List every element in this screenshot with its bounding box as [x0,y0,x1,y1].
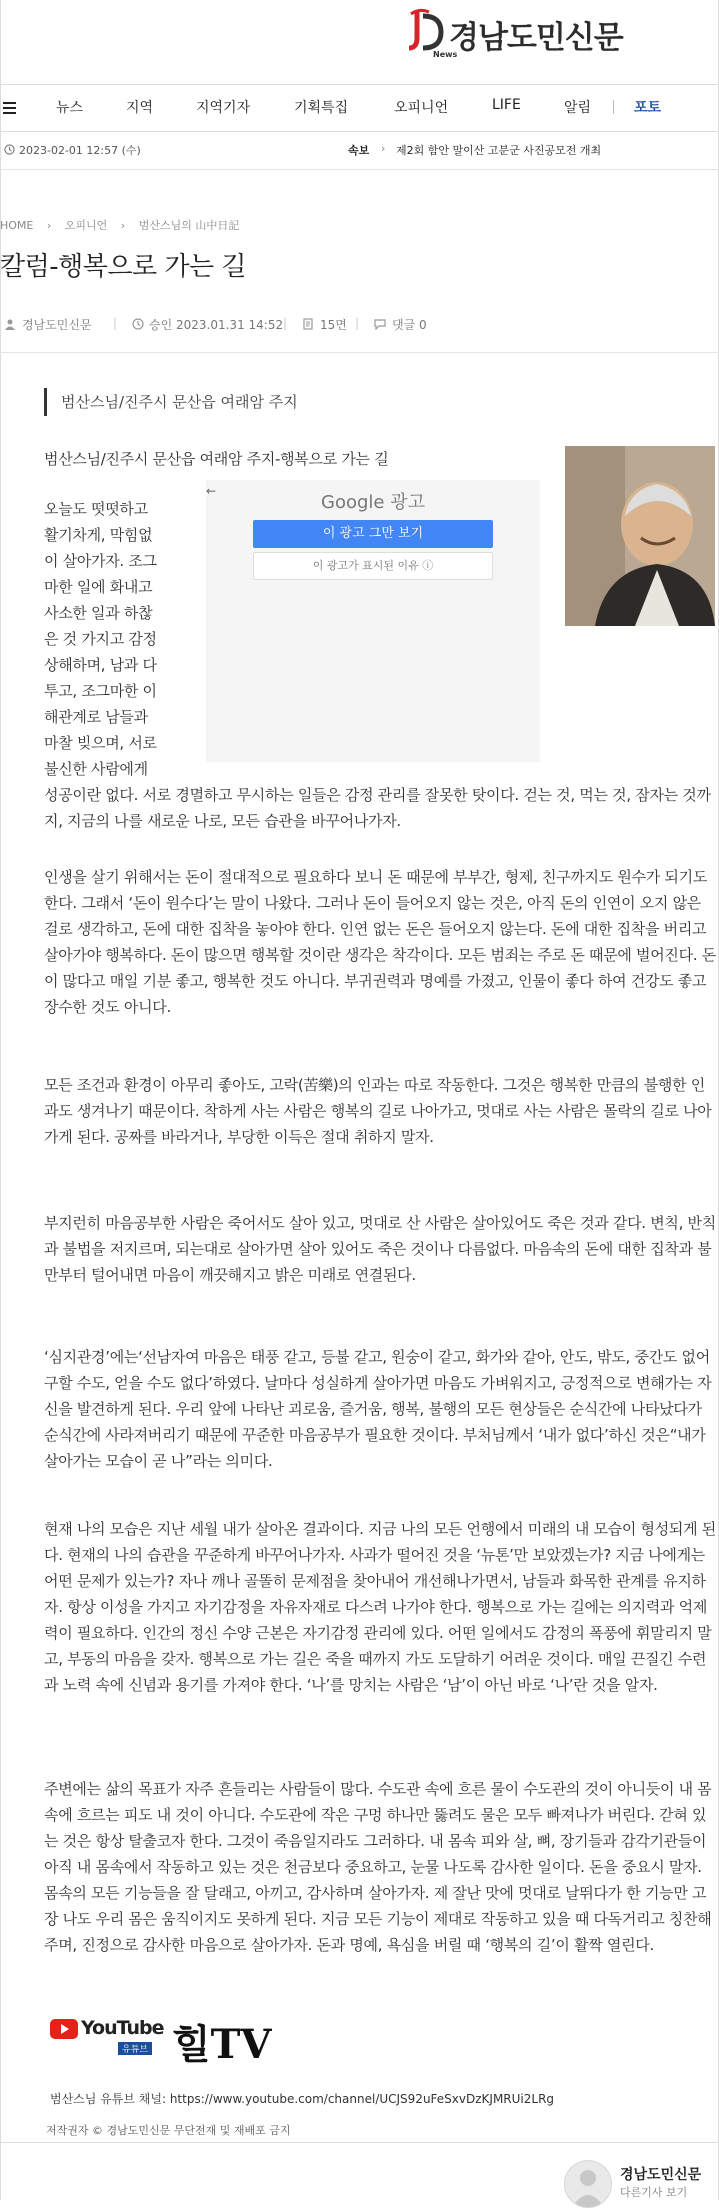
intro-line: 오늘도 떳떳하고 [44,500,148,518]
page-icon [302,318,314,330]
copyright-notice: 저작권자 © 경남도민신문 무단전재 및 재배포 금지 [46,2124,291,2137]
youtube-text: YouTube [81,2017,164,2039]
nav-item-life[interactable]: LIFE [492,97,521,113]
article-approved-date: 승인 2023.01.31 14:52 [149,318,284,332]
logo-sub: News [433,50,458,59]
back-arrow-icon[interactable]: ← [206,484,217,498]
intro-line: 투고, 조그마한 이 [44,682,157,700]
youtube-sub: 유튜브 [118,2042,152,2055]
logo-mark-icon [405,8,449,56]
breaking-label: 속보 [348,144,370,157]
user-icon [4,318,16,330]
meta-divider: | [283,316,288,330]
meta-divider: | [355,316,360,330]
intro-line: 은 것 가지고 감정 [44,630,157,648]
article-paragraph: 모든 조건과 환경이 아무리 좋아도, 고락(苦樂)의 인과는 따로 작동한다. 그것은 행복한 만큼의 불행한 인과도 생겨나기 때문이다. 착하게 사는 사람은 행복의 길로 나아가고, 멋대로 사는 사람은 몰락의 길로 나아가게 된다. 공짜를 바라거나, 부당한 이득은 절대 취하지 말자. [44,1076,712,1146]
breadcrumb [0,217,239,233]
article-author[interactable]: 경남도민신문 [22,318,92,332]
site-logo[interactable] [405,8,675,60]
article-page: 15면 [320,318,347,332]
intro-line: 활기차게, 막힘없 [44,526,153,544]
article-paragraph: ‘심지관경’에는‘선남자여 마음은 태풍 같고, 등불 같고, 원숭이 같고, 화가와 같아, 안도, 밖도, 중간도 없어 구할 수도, 얻을 수도 없다’하였다. 날마다 성실하게 살아가면 마음도 가벼워지고, 긍정적으로 변해가는 자신을 발견하게 된다. 우리 앞에 나타난 괴로움, 즐거움, 행복, 불행의 모든 현상들은 순식간에 나타났다가 순식간에 사라져버리기 때문에 꾸준한 마음공부가 필요한 것이다. 부처님께서 ‘내가 없다’하신 것은“내가 살아가는 모습이 곧 나”라는 의미다. [44,1348,712,1470]
meta-divider: | [113,316,118,330]
youtube-channel-link[interactable]: 범산스님 유튜브 채널: https://www.youtube.com/channel/UCJS92uFeSxvDzKJMRUi2LRg [50,2092,555,2106]
intro-line: 사소한 일과 하찮 [44,604,153,622]
breadcrumb-home[interactable]: HOME [0,219,34,232]
page-border-left [0,0,1,2200]
intro-line: 이 살아가자. 조그 [44,552,157,570]
breadcrumb-separator: › [46,219,52,232]
intro-line: 마찰 빚으며, 서로 [44,734,157,752]
nav-item-photo[interactable]: 포토 [634,100,662,116]
nav-item-region-reporter[interactable]: 지역기자 [196,100,251,116]
meta-divider-line [0,352,719,353]
heal-tv-logo[interactable] [172,2013,272,2083]
nav-divider [613,100,614,114]
breadcrumb-column[interactable]: 범산스님의 山中日記 [138,219,240,232]
article-summary: 범산스님/진주시 문산읍 여래암 주지 [44,388,298,416]
article-paragraph: 현재 나의 모습은 지난 세월 내가 살아온 결과이다. 지금 나의 모든 언행에서 미래의 내 모습이 형성되게 된다. 현재의 나의 습관을 꾸준하게 바꾸어나가자. 사과가 떨어진 것을 ‘뉴톤’만 보았겠는가? 지금 나에게는 어떤 문제가 있는가? 자나 깨나 골똘히 문제점을 찾아내어 개선해나가면서, 남들과 화목한 관계를 유지하자. 항상 이성을 가지고 자기감정을 자유자재로 다스려 나가야 한다. 행복으로 가는 길에는 의지력과 억제력이 필요하다. 인간의 정신 수양 근본은 자기감정 관리에 있다. 어떤 일에서도 감정의 폭풍에 휘말리지 말고, 부동의 마음을 갖자. 행복으로 가는 길은 죽을 때까지 가도 도달하기 어려운 것이다. 매일 끈질긴 수련과 노력 속에 신념과 용기를 가져야 한다. ‘나’를 망치는 사람은 ‘남’이 아닌 바로 ‘나’란 것을 알자. [44,1520,716,1694]
nav-item-notice[interactable]: 알림 [564,100,592,116]
intro-line: 불신한 사람에게 [44,760,148,778]
intro-line: 해관계로 남들과 [44,708,148,726]
nav-item-feature[interactable]: 기획특집 [294,100,349,116]
author-photo [565,446,715,626]
breadcrumb-opinion[interactable]: 오피니언 [64,219,108,232]
youtube-play-icon [50,2019,78,2039]
current-date: 2023-02-01 12:57 (수) [19,144,141,157]
article-paragraph: 성공이란 없다. 서로 경멸하고 무시하는 일들은 감정 관리를 잘못한 탓이다. 걷는 것, 먹는 것, 잠자는 것까지, 지금의 나를 새로운 나로, 모든 습관을 바꾸어나가자. [44,786,711,830]
date-bar [0,131,719,170]
comment-count[interactable]: 댓글 0 [392,318,427,332]
article-byline: 범산스님/진주시 문산읍 여래암 주지-행복으로 가는 길 [44,450,389,468]
breaking-headline[interactable]: 제2회 함안 말이산 고분군 사진공모전 개최 [396,144,602,157]
chevron-right-icon: › [381,142,386,155]
reporter-name: 경남도민신문 [620,2167,702,2183]
article-paragraph: 부지런히 마음공부한 사람은 죽어서도 살아 있고, 멋대로 산 사람은 살아있어도 죽은 것과 같다. 변칙, 반칙과 불법을 저지르며, 되는대로 살아가면 살아 있어도 죽은 것이나 다름없다. 마음속의 돈에 대한 집착과 불만부터 털어내면 마음이 깨끗해지고 밝은 미래로 연결된다. [44,1214,716,1284]
nav-item-opinion[interactable]: 오피니언 [394,100,449,116]
intro-line: 마한 일에 화내고 [44,578,153,596]
comment-icon [374,318,386,330]
nav-item-news[interactable]: 뉴스 [56,100,84,116]
clock-icon [4,144,15,155]
article-paragraph: 인생을 살기 위해서는 돈이 절대적으로 필요하다 보니 돈 때문에 부부간, 형제, 친구까지도 원수가 되기도 한다. 그래서 ‘돈이 원수다’는 말이 나왔다. 그러나 돈이 들어오지 않는 것은, 아직 돈의 인연이 오지 않은 걸로 생각하고, 돈에 대한 집착을 놓아야 한다. 인연 없는 돈은 들어오지 않는다. 돈에 대한 집착을 버리고 살아가야 행복하다. 돈이 많으면 행복할 것이란 생각은 착각이다. 모든 범죄는 주로 돈 때문에 벌어진다. 돈이 많다고 매일 기분 좋고, 행복한 것도 아니다. 부귀권력과 명예를 가졌고, 인물이 좋다 하여 건강도 좋고 장수한 것도 아니다. [44,868,716,1016]
article-title: 칼럼-행복으로 가는 길 [0,252,246,282]
user-icon [565,2161,611,2207]
intro-line: 상해하며, 남과 다 [44,656,157,674]
reporter-more-link[interactable]: 다른기사 보기 [620,2186,688,2199]
footer-divider [0,2142,719,2143]
breadcrumb-separator: › [120,219,126,232]
youtube-logo[interactable] [50,2015,164,2055]
stop-ad-button[interactable]: 이 광고 그만 보기 [253,520,493,548]
nav-item-region[interactable]: 지역 [126,100,154,116]
reporter-avatar [564,2160,612,2208]
article-paragraph: 주변에는 삶의 목표가 자주 흔들리는 사람들이 많다. 수도관 속에 흐른 물이 수도관의 것이 아니듯이 내 몸속에 흐르는 피도 내 것이 아니다. 수도관에 작은 구멍 하나만 뚫려도 물은 모두 빠져나가 버린다. 갇혀 있는 것은 항상 탈출코자 한다. 그것이 죽음일지라도 그러하다. 내 몸속 피와 살, 뼈, 장기들과 감각기관들이 아직 내 몸속에서 작동하고 있는 것은 천금보다 중요하고, 눈물 나도록 감사한 일이다. 돈을 중요시 말자. 몸속의 모든 기능들을 잘 달래고, 아끼고, 감사하며 살아가자. 제 잘난 맛에 멋대로 날뛰다가 한 기능만 고장 나도 우리 몸은 움직이지도 못하게 된다. 지금 모든 기능이 제대로 작동하고 있을 때 다독거리고 칭찬해주며, 진정으로 감사한 마음으로 살아가자. 돈과 명예, 욕심을 버릴 때 ‘행복의 길’이 활짝 열린다. [44,1780,712,1954]
ad-google-label: Google 광고 [321,492,425,513]
menu-icon[interactable] [3,102,16,114]
google-ad [206,480,540,762]
monk-portrait-image [565,446,715,626]
main-nav [0,84,719,132]
article-intro-column [44,496,194,782]
logo-text: 경남도민신문 [449,20,623,56]
heal-tv-text: 힐TV [172,2021,272,2068]
clock-icon [132,318,144,330]
why-ad-button[interactable]: 이 광고가 표시된 이유 ⓘ [253,552,493,580]
